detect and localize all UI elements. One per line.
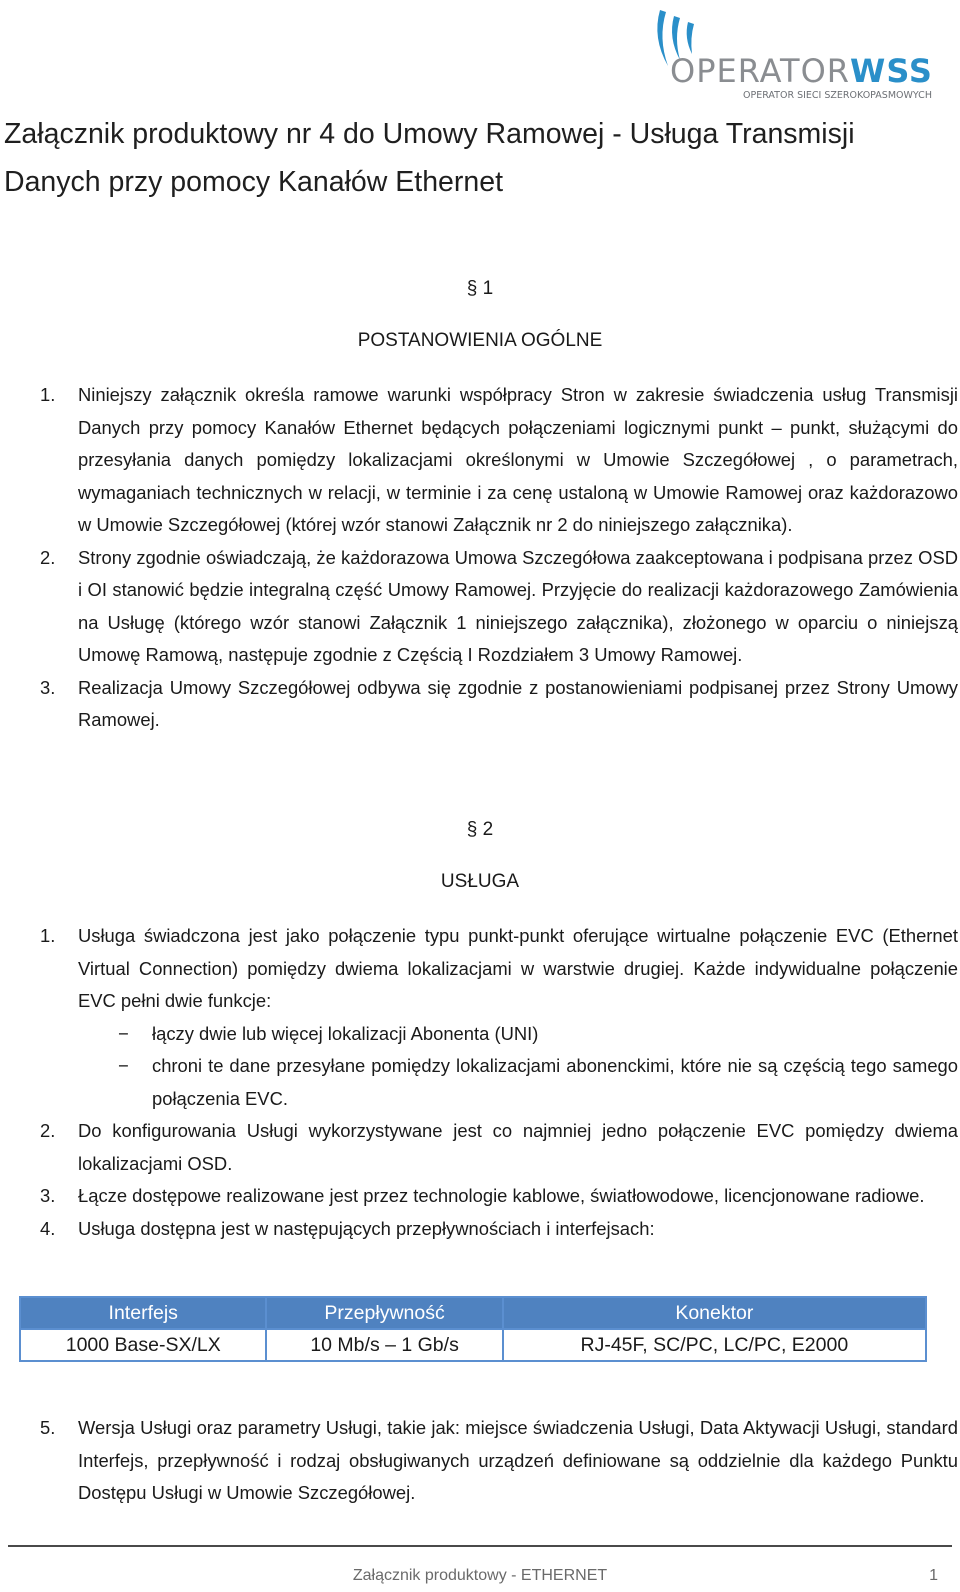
footer-divider bbox=[8, 1545, 952, 1547]
list-item: 5. Wersja Usługi oraz parametry Usługi, takie jak: miejsce świadczenia Usługi, Data Aktywacji Usługi, standard Interfejs, przepływność i rodzaj obsługiwanych urządzeń definiowane są oddzielnie dla każdego Punktu Dostępu Usługi w Umowie Szczegółowej. bbox=[40, 1417, 958, 1503]
bullet-item: − chroni te dane przesyłane pomiędzy lokalizacjami abonenckimi, które nie są częścią tego samego połączenia EVC. bbox=[118, 1055, 958, 1109]
table-header-cell: Konektor bbox=[503, 1297, 926, 1329]
logo-brand: OPERATORWSS bbox=[670, 52, 933, 90]
operator-wss-logo bbox=[650, 8, 950, 103]
interfaces-table bbox=[19, 1296, 927, 1362]
logo-subtitle: OPERATOR SIECI SZEROKOPASMOWYCH bbox=[743, 90, 932, 101]
table-cell: RJ-45F, SC/PC, LC/PC, E2000 bbox=[503, 1329, 926, 1361]
section-1-number: § 1 bbox=[466, 278, 494, 299]
footer-label: Załącznik produktowy - ETHERNET bbox=[352, 1567, 608, 1584]
section-2-number: § 2 bbox=[466, 819, 494, 840]
table-cell: 1000 Base-SX/LX bbox=[20, 1329, 266, 1361]
table-cell: 10 Mb/s – 1 Gb/s bbox=[266, 1329, 502, 1361]
section-2-list-continued bbox=[40, 1412, 958, 1510]
bullet-item: − łączy dwie lub więcej lokalizacji Abonenta (UNI) bbox=[118, 1022, 539, 1044]
section-1-list bbox=[40, 379, 958, 737]
list-item: 4. Usługa dostępna jest w następujących przepływnościach i interfejsach: bbox=[40, 1217, 655, 1239]
table-header-cell: Przepływność bbox=[266, 1297, 502, 1329]
section-1-heading: POSTANOWIENIA OGÓLNE bbox=[357, 330, 603, 351]
section-2-heading: USŁUGA bbox=[440, 871, 520, 892]
table-row bbox=[20, 1329, 926, 1361]
document-title: Załącznik produktowy nr 4 do Umowy Ramowej - Usługa Transmisji Danych przy pomocy Kanałów Ethernet bbox=[4, 118, 855, 198]
table-header-row bbox=[20, 1297, 926, 1329]
list-item: 1. Niniejszy załącznik określa ramowe warunki współpracy Stron w zakresie świadczenia usług Transmisji Danych przy pomocy Kanałów Ethernet będących połączeniami logicznymi punkt – punkt, służącymi do przesyłania danych pomiędzy lokalizacjami określonymi w Umowie Szczegółowej , o parametrach, wymaganiach technicznych w relacji, w terminie i za cenę ustaloną w Umowie Ramowej oraz każdorazowo w Umowie Szczegółowej (której wzór stanowi Załącznik nr 2 do niniejszego załącznika). bbox=[40, 384, 958, 535]
section-2-list bbox=[40, 920, 958, 1245]
list-item: 1. Usługa świadczona jest jako połączenie typu punkt-punkt oferujące wirtualne połączenie EVC (Ethernet Virtual Connection) pomiędzy dwiema lokalizacjami w warstwie drugiej. Każde indywidualne połączenie EVC pełni dwie funkcje: − łączy dwie lub więcej lokalizacji Abonenta (UNI) − chroni te dane przesyłane pomiędzy lokalizacjami abonenckimi, które nie są częścią tego samego połączenia EVC. bbox=[40, 920, 958, 1115]
list-item: 2. Do konfigurowania Usługi wykorzystywane jest co najmniej jedno połączenie EVC pomiędzy dwiema lokalizacjami OSD. bbox=[40, 1120, 958, 1174]
list-item: 3. Łącze dostępowe realizowane jest przez technologie kablowe, światłowodowe, licencjonowane radiowe. bbox=[40, 1185, 925, 1206]
page-footer bbox=[0, 1545, 960, 1592]
list-item: 2. Strony zgodnie oświadczają, że każdorazowa Umowa Szczegółowa zaakceptowana i podpisana przez OSD i OI stanowić będzie integralną część Umowy Ramowej. Przyjęcie do realizacji każdorazowego Zamówienia na Usługę (którego wzór stanowi Załącznik 1 niniejszego załącznika), złożonego w oparciu o niniejszą Umowę Ramową, następuje zgodnie z Częścią I Rozdziałem 3 Umowy Ramowej. bbox=[40, 546, 958, 665]
list-item: 3. Realizacja Umowy Szczegółowej odbywa się zgodnie z postanowieniami podpisanej przez Strony Umowy Ramowej. bbox=[40, 676, 958, 730]
table-header-cell: Interfejs bbox=[20, 1297, 266, 1329]
page-number: 1 bbox=[929, 1567, 938, 1584]
